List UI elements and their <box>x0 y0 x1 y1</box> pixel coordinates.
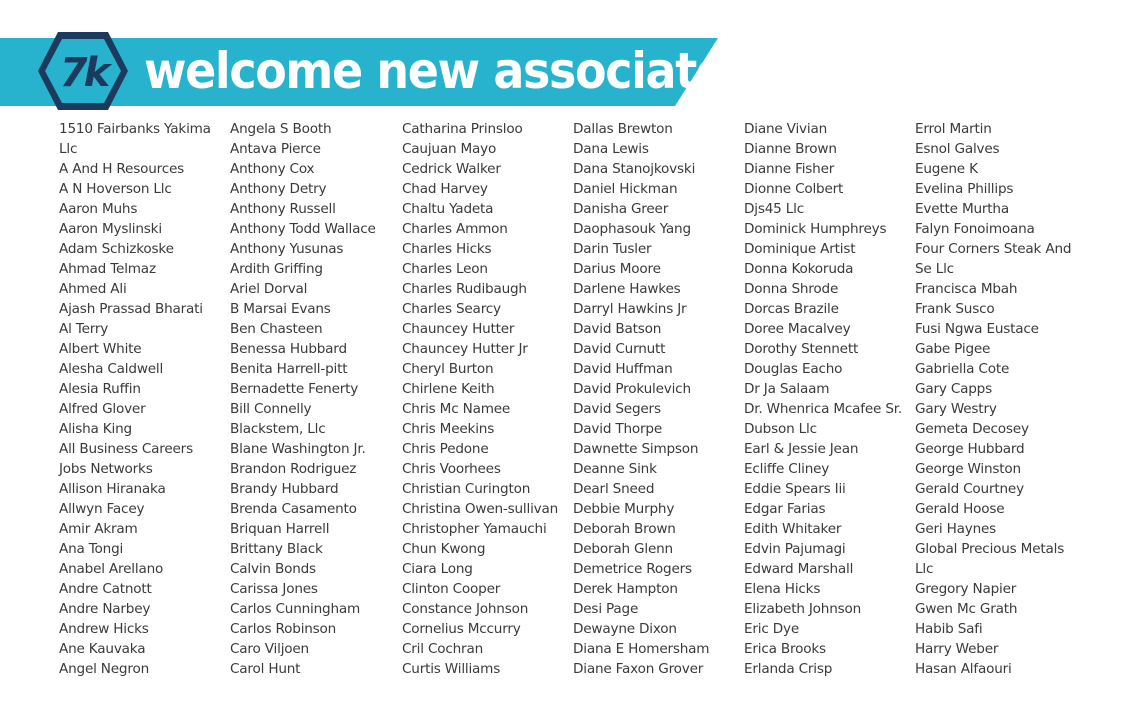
associate-name: Hasan Alfaouri <box>915 661 1012 677</box>
associate-name: Aaron Myslinski <box>59 221 162 237</box>
associate-name: Eugene K <box>915 161 978 177</box>
associate-name: Daniel Hickman <box>573 181 678 197</box>
associate-name: Caujuan Mayo <box>402 141 497 157</box>
associate-name: Al Terry <box>59 321 109 337</box>
associate-name: Constance Johnson <box>402 601 529 617</box>
associate-name: Daophasouk Yang <box>573 221 691 237</box>
associate-name: Deborah Glenn <box>573 541 673 557</box>
associate-name: Evette Murtha <box>915 201 1009 217</box>
associate-name: Anthony Detry <box>230 181 327 197</box>
associate-name: Benessa Hubbard <box>230 341 347 357</box>
logo-text: 7k <box>59 50 107 96</box>
associate-name: Habib Safi <box>915 621 983 637</box>
associate-name: Ane Kauvaka <box>59 641 146 657</box>
associate-name: Dr. Whenrica Mcafee Sr. <box>744 401 903 417</box>
associate-name: Harry Weber <box>915 641 999 657</box>
associate-name: Carissa Jones <box>230 581 318 597</box>
associate-name: Allwyn Facey <box>59 501 145 517</box>
associate-name: Cornelius Mccurry <box>402 621 521 637</box>
associate-name: Dianne Fisher <box>744 161 835 177</box>
associate-name: Llc <box>59 141 78 157</box>
associate-name: Blane Washington Jr. <box>230 441 366 457</box>
associate-name: Allison Hiranaka <box>59 481 166 497</box>
associate-name: Chauncey Hutter <box>402 321 515 337</box>
associate-name: Dawnette Simpson <box>573 441 699 457</box>
associate-name: Christian Curington <box>402 481 531 497</box>
associate-name: Dearl Sneed <box>573 481 655 497</box>
associate-name: Dianne Brown <box>744 141 837 157</box>
associate-name: Briquan Harrell <box>230 521 330 537</box>
associate-name: Anthony Cox <box>230 161 315 177</box>
associate-name: Chaltu Yadeta <box>402 201 494 217</box>
associate-name: Bill Connelly <box>230 401 312 417</box>
associate-name: Esnol Galves <box>915 141 1000 157</box>
associate-name: Chauncey Hutter Jr <box>402 341 528 357</box>
associate-name: Djs45 Llc <box>744 201 804 217</box>
associate-name: Erica Brooks <box>744 641 826 657</box>
associate-name: Geri Haynes <box>915 521 997 537</box>
associate-name: A And H Resources <box>59 161 185 177</box>
associate-name: Darryl Hawkins Jr <box>573 301 687 317</box>
associate-name: Francisca Mbah <box>915 281 1018 297</box>
associate-name: Charles Hicks <box>402 241 492 257</box>
associate-name: Cedrick Walker <box>402 161 501 177</box>
associate-name: Carlos Robinson <box>230 621 337 637</box>
associate-name: Gregory Napier <box>915 581 1017 597</box>
associate-name: Chirlene Keith <box>402 381 495 397</box>
associate-name: Ana Tongi <box>59 541 124 557</box>
name-column-2 <box>230 119 398 679</box>
associate-name: Falyn Fonoimoana <box>915 221 1035 237</box>
associate-name: Anthony Yusunas <box>230 241 344 257</box>
associate-name: Andrew Hicks <box>59 621 149 637</box>
associate-name: A N Hoverson Llc <box>59 181 172 197</box>
associate-name: Gary Capps <box>915 381 992 397</box>
associate-name: Erlanda Crisp <box>744 661 833 677</box>
associate-name: Danisha Greer <box>573 201 669 217</box>
associate-name: Elizabeth Johnson <box>744 601 862 617</box>
associate-name: Four Corners Steak And <box>915 241 1072 257</box>
associate-name: Edgar Farias <box>744 501 826 517</box>
company-logo <box>36 30 130 112</box>
associate-name: David Prokulevich <box>573 381 691 397</box>
associate-name: Brittany Black <box>230 541 323 557</box>
associate-name: All Business Careers <box>59 441 193 457</box>
associate-name: Demetrice Rogers <box>573 561 692 577</box>
associate-name: Clinton Cooper <box>402 581 501 597</box>
associate-name: Andre Narbey <box>59 601 151 617</box>
associate-name: Llc <box>915 561 934 577</box>
associate-name: Charles Searcy <box>402 301 501 317</box>
associate-name: Charles Ammon <box>402 221 508 237</box>
associate-name: Eddie Spears Iii <box>744 481 846 497</box>
associate-name: Benita Harrell-pitt <box>230 361 348 377</box>
associate-name: Darlene Hawkes <box>573 281 681 297</box>
associate-name: Carol Hunt <box>230 661 301 677</box>
name-column-1 <box>59 119 227 679</box>
associate-name: Dewayne Dixon <box>573 621 677 637</box>
associate-name: Deborah Brown <box>573 521 676 537</box>
associate-name: Dana Stanojkovski <box>573 161 696 177</box>
associate-name: Gabe Pigee <box>915 341 991 357</box>
associate-name: Alesha Caldwell <box>59 361 164 377</box>
associate-name: Ahmad Telmaz <box>59 261 156 277</box>
associate-name: Anabel Arellano <box>59 561 164 577</box>
associate-name: Ahmed Ali <box>59 281 127 297</box>
associate-name: Catharina Prinsloo <box>402 121 523 137</box>
associate-name: Dana Lewis <box>573 141 649 157</box>
associate-name: Elena Hicks <box>744 581 821 597</box>
associate-name: George Hubbard <box>915 441 1025 457</box>
name-column-4 <box>573 119 741 679</box>
associate-name: Cril Cochran <box>402 641 483 657</box>
associate-name: Chad Harvey <box>402 181 488 197</box>
associate-name: Dominique Artist <box>744 241 856 257</box>
associate-name: Charles Rudibaugh <box>402 281 527 297</box>
associate-name: Donna Kokoruda <box>744 261 854 277</box>
associate-name: Aaron Muhs <box>59 201 138 217</box>
associate-name: David Segers <box>573 401 661 417</box>
associate-name: Cheryl Burton <box>402 361 494 377</box>
associate-name: Earl & Jessie Jean <box>744 441 859 457</box>
associate-name: Andre Catnott <box>59 581 152 597</box>
associate-name: Errol Martin <box>915 121 992 137</box>
associate-name: Edvin Pajumagi <box>744 541 846 557</box>
associate-name: Desi Page <box>573 601 639 617</box>
associate-name: Chun Kwong <box>402 541 486 557</box>
associate-name: Ciara Long <box>402 561 473 577</box>
associate-name: Eric Dye <box>744 621 800 637</box>
associate-name: Caro Viljoen <box>230 641 309 657</box>
associate-name: David Thorpe <box>573 421 662 437</box>
associate-name: Dallas Brewton <box>573 121 673 137</box>
associate-name: Carlos Cunningham <box>230 601 361 617</box>
associate-name: Christopher Yamauchi <box>402 521 547 537</box>
associate-name: Ben Chasteen <box>230 321 323 337</box>
associate-name: Fusi Ngwa Eustace <box>915 321 1039 337</box>
associate-name: Chris Pedone <box>402 441 489 457</box>
associate-name: Diana E Homersham <box>573 641 710 657</box>
associate-name: Ariel Dorval <box>230 281 308 297</box>
associate-name: Amir Akram <box>59 521 138 537</box>
associate-name: Debbie Murphy <box>573 501 675 517</box>
associate-name: Calvin Bonds <box>230 561 316 577</box>
associate-name: Doree Macalvey <box>744 321 851 337</box>
associate-name: Brandon Rodriguez <box>230 461 357 477</box>
associate-name: Alisha King <box>59 421 132 437</box>
associate-name: Antava Pierce <box>230 141 321 157</box>
associate-name: Se Llc <box>915 261 954 277</box>
associate-name: Ecliffe Cliney <box>744 461 830 477</box>
associate-name: David Curnutt <box>573 341 666 357</box>
associate-name: Dionne Colbert <box>744 181 844 197</box>
associate-name: Adam Schizkoske <box>59 241 174 257</box>
associate-name: Blackstem, Llc <box>230 421 326 437</box>
page-title: welcome new associates! <box>144 42 772 100</box>
associate-name: Gemeta Decosey <box>915 421 1029 437</box>
associate-name: Charles Leon <box>402 261 488 277</box>
associate-name: Diane Vivian <box>744 121 828 137</box>
associate-name: Dr Ja Salaam <box>744 381 830 397</box>
associate-name: Brenda Casamento <box>230 501 357 517</box>
associate-name: Angela S Booth <box>230 121 332 137</box>
associate-name: Christina Owen-sullivan <box>402 501 559 517</box>
associate-name: Global Precious Metals <box>915 541 1065 557</box>
name-column-5 <box>744 119 912 679</box>
associate-name: Chris Voorhees <box>402 461 501 477</box>
associate-name: Frank Susco <box>915 301 995 317</box>
associate-name: Angel Negron <box>59 661 149 677</box>
associate-name: 1510 Fairbanks Yakima <box>59 121 211 137</box>
associate-name: Gary Westry <box>915 401 997 417</box>
associate-name: Edith Whitaker <box>744 521 842 537</box>
associate-name: David Huffman <box>573 361 673 377</box>
associate-name: Brandy Hubbard <box>230 481 339 497</box>
associate-name: Edward Marshall <box>744 561 854 577</box>
associate-name: Gwen Mc Grath <box>915 601 1018 617</box>
associate-name: Bernadette Fenerty <box>230 381 359 397</box>
associate-name: Dubson Llc <box>744 421 817 437</box>
name-column-3 <box>402 119 570 679</box>
associate-name: Gabriella Cote <box>915 361 1010 377</box>
associate-name: Gerald Hoose <box>915 501 1005 517</box>
associate-name: Curtis Williams <box>402 661 501 677</box>
associate-name: Derek Hampton <box>573 581 678 597</box>
associate-name: Donna Shrode <box>744 281 839 297</box>
associate-name: Diane Faxon Grover <box>573 661 704 677</box>
associate-name: Darin Tusler <box>573 241 652 257</box>
associate-name: George Winston <box>915 461 1021 477</box>
associate-name: Dorothy Stennett <box>744 341 859 357</box>
associate-name: Anthony Todd Wallace <box>230 221 376 237</box>
associate-name: Douglas Eacho <box>744 361 843 377</box>
associate-name: Evelina Phillips <box>915 181 1014 197</box>
associate-name: Alesia Ruffin <box>59 381 141 397</box>
associate-name: Dorcas Brazile <box>744 301 839 317</box>
associate-name: David Batson <box>573 321 662 337</box>
associate-name: Anthony Russell <box>230 201 336 217</box>
associate-name: Chris Meekins <box>402 421 495 437</box>
associate-name: Jobs Networks <box>59 461 153 477</box>
associate-name: Albert White <box>59 341 142 357</box>
associate-name: Alfred Glover <box>59 401 146 417</box>
associate-name: Gerald Courtney <box>915 481 1024 497</box>
associate-name: B Marsai Evans <box>230 301 331 317</box>
associate-name: Dominick Humphreys <box>744 221 887 237</box>
name-column-6 <box>915 119 1083 679</box>
associate-name: Chris Mc Namee <box>402 401 511 417</box>
associate-name: Darius Moore <box>573 261 661 277</box>
associate-name: Deanne Sink <box>573 461 657 477</box>
associate-name: Ajash Prassad Bharati <box>59 301 203 317</box>
associate-name: Ardith Griffing <box>230 261 323 277</box>
